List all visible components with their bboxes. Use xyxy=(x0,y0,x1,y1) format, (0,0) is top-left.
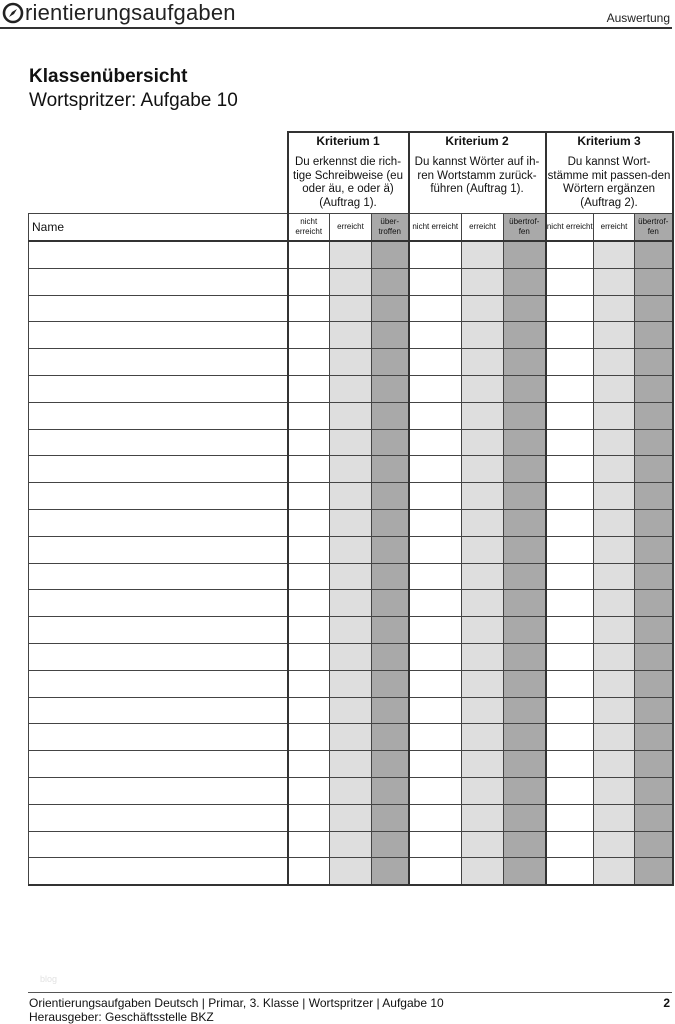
rating-cell-not-reached[interactable] xyxy=(546,617,594,644)
rating-cell-exceeded[interactable] xyxy=(504,483,546,510)
rating-cell-exceeded[interactable] xyxy=(504,322,546,349)
rating-cell-not-reached[interactable] xyxy=(288,590,330,617)
rating-cell-reached[interactable] xyxy=(594,697,635,724)
rating-cell-not-reached[interactable] xyxy=(288,831,330,858)
rating-cell-not-reached[interactable] xyxy=(409,724,462,751)
rating-cell-not-reached[interactable] xyxy=(546,483,594,510)
footer-line-2: Herausgeber: Geschäftsstelle BKZ xyxy=(29,1010,214,1024)
rating-cell-not-reached[interactable] xyxy=(288,349,330,376)
rating-cell-reached[interactable] xyxy=(594,831,635,858)
rating-cell-not-reached[interactable] xyxy=(288,724,330,751)
name-cell[interactable] xyxy=(29,590,288,617)
rating-cell-not-reached[interactable] xyxy=(288,751,330,778)
footer-line-1: Orientierungsaufgaben Deutsch | Primar, 3. Klasse | Wortspritzer | Aufgabe 10 xyxy=(29,996,444,1010)
criterion-title: Kriterium 1 xyxy=(316,134,380,148)
rating-cell-not-reached[interactable] xyxy=(288,402,330,429)
level-header: übertrof-fen xyxy=(504,214,546,242)
rating-cell-reached[interactable] xyxy=(462,402,504,429)
rating-cell-exceeded[interactable] xyxy=(635,375,673,402)
table-row xyxy=(29,536,673,563)
rating-cell-reached[interactable] xyxy=(330,429,372,456)
name-cell[interactable] xyxy=(29,402,288,429)
name-cell[interactable] xyxy=(29,724,288,751)
rating-cell-exceeded[interactable] xyxy=(635,724,673,751)
rating-cell-reached[interactable] xyxy=(594,643,635,670)
header-divider xyxy=(0,27,672,29)
table-row xyxy=(29,375,673,402)
name-cell[interactable] xyxy=(29,349,288,376)
level-header: über-troffen xyxy=(372,214,409,242)
name-cell[interactable] xyxy=(29,617,288,644)
rating-cell-reached[interactable] xyxy=(594,349,635,376)
level-header: erreicht xyxy=(462,214,504,242)
rating-cell-reached[interactable] xyxy=(330,858,372,885)
rating-cell-reached[interactable] xyxy=(462,349,504,376)
rating-cell-reached[interactable] xyxy=(594,777,635,804)
rating-cell-reached[interactable] xyxy=(462,751,504,778)
rating-cell-reached[interactable] xyxy=(462,643,504,670)
rating-cell-reached[interactable] xyxy=(330,536,372,563)
rating-cell-exceeded[interactable] xyxy=(372,804,409,831)
table-row xyxy=(29,777,673,804)
rating-cell-reached[interactable] xyxy=(594,751,635,778)
rating-cell-reached[interactable] xyxy=(330,697,372,724)
rating-cell-reached[interactable] xyxy=(462,777,504,804)
rating-cell-exceeded[interactable] xyxy=(635,268,673,295)
rating-cell-exceeded[interactable] xyxy=(504,697,546,724)
name-cell[interactable] xyxy=(29,509,288,536)
rating-cell-exceeded[interactable] xyxy=(504,858,546,885)
level-header: nicht erreicht xyxy=(288,214,330,242)
rating-cell-reached[interactable] xyxy=(594,563,635,590)
rating-cell-reached[interactable] xyxy=(594,322,635,349)
rating-cell-not-reached[interactable] xyxy=(288,697,330,724)
table-row xyxy=(29,563,673,590)
rating-cell-reached[interactable] xyxy=(594,536,635,563)
rating-cell-not-reached[interactable] xyxy=(546,804,594,831)
rating-cell-exceeded[interactable] xyxy=(504,804,546,831)
criterion-title: Kriterium 3 xyxy=(577,134,641,148)
rating-cell-exceeded[interactable] xyxy=(372,536,409,563)
rating-cell-not-reached[interactable] xyxy=(288,241,330,268)
name-cell[interactable] xyxy=(29,804,288,831)
rating-cell-exceeded[interactable] xyxy=(504,429,546,456)
name-cell[interactable] xyxy=(29,268,288,295)
rating-cell-not-reached[interactable] xyxy=(546,509,594,536)
level-header: nicht erreicht xyxy=(546,214,594,242)
rating-cell-exceeded[interactable] xyxy=(372,751,409,778)
rating-cell-reached[interactable] xyxy=(330,670,372,697)
table-row xyxy=(29,617,673,644)
table-row xyxy=(29,831,673,858)
table-row xyxy=(29,483,673,510)
page-subtitle: Wortspritzer: Aufgabe 10 xyxy=(29,90,238,111)
rating-cell-exceeded[interactable] xyxy=(635,617,673,644)
rating-cell-exceeded[interactable] xyxy=(372,858,409,885)
rating-cell-not-reached[interactable] xyxy=(546,295,594,322)
rating-cell-reached[interactable] xyxy=(462,536,504,563)
rating-cell-exceeded[interactable] xyxy=(635,563,673,590)
name-cell[interactable] xyxy=(29,858,288,885)
rating-cell-reached[interactable] xyxy=(330,402,372,429)
table-row xyxy=(29,241,673,268)
rating-cell-exceeded[interactable] xyxy=(372,697,409,724)
rating-cell-exceeded[interactable] xyxy=(504,241,546,268)
rating-cell-reached[interactable] xyxy=(462,697,504,724)
rating-cell-reached[interactable] xyxy=(594,402,635,429)
criterion-description: Du kannst Wörter auf ih-ren Wortstamm zurück-führen (Auftrag 1). xyxy=(414,156,540,196)
rating-cell-exceeded[interactable] xyxy=(504,617,546,644)
rating-cell-not-reached[interactable] xyxy=(409,483,462,510)
class-overview-table xyxy=(28,131,674,886)
rating-cell-not-reached[interactable] xyxy=(546,858,594,885)
level-header: nicht erreicht xyxy=(409,214,462,242)
rating-cell-not-reached[interactable] xyxy=(546,349,594,376)
criterion-description: Du kannst Wort-stämme mit passen-den Wörtern ergänzen (Auftrag 2). xyxy=(547,156,671,209)
rating-cell-reached[interactable] xyxy=(330,804,372,831)
rating-cell-reached[interactable] xyxy=(462,295,504,322)
rating-cell-not-reached[interactable] xyxy=(546,831,594,858)
rating-cell-reached[interactable] xyxy=(462,804,504,831)
rating-cell-exceeded[interactable] xyxy=(635,429,673,456)
rating-cell-not-reached[interactable] xyxy=(546,322,594,349)
rating-cell-not-reached[interactable] xyxy=(288,375,330,402)
rating-cell-not-reached[interactable] xyxy=(288,777,330,804)
rating-cell-exceeded[interactable] xyxy=(635,295,673,322)
rating-cell-exceeded[interactable] xyxy=(504,831,546,858)
table-row xyxy=(29,349,673,376)
table-corner xyxy=(29,132,288,214)
rating-cell-exceeded[interactable] xyxy=(635,751,673,778)
rating-cell-reached[interactable] xyxy=(330,349,372,376)
rating-cell-reached[interactable] xyxy=(330,509,372,536)
rating-cell-not-reached[interactable] xyxy=(288,643,330,670)
rating-cell-not-reached[interactable] xyxy=(288,268,330,295)
rating-cell-reached[interactable] xyxy=(462,241,504,268)
rating-cell-reached[interactable] xyxy=(594,483,635,510)
table-row xyxy=(29,429,673,456)
logo xyxy=(2,0,236,26)
rating-cell-reached[interactable] xyxy=(594,804,635,831)
table-row xyxy=(29,295,673,322)
table-row xyxy=(29,456,673,483)
footer-divider xyxy=(28,992,672,993)
rating-cell-exceeded[interactable] xyxy=(372,349,409,376)
table-row xyxy=(29,509,673,536)
name-cell[interactable] xyxy=(29,777,288,804)
section-label: Auswertung xyxy=(606,11,670,25)
rating-cell-reached[interactable] xyxy=(594,241,635,268)
table-row xyxy=(29,670,673,697)
rating-cell-not-reached[interactable] xyxy=(288,858,330,885)
rating-cell-reached[interactable] xyxy=(462,509,504,536)
rating-cell-exceeded[interactable] xyxy=(372,617,409,644)
rating-cell-reached[interactable] xyxy=(462,670,504,697)
rating-cell-reached[interactable] xyxy=(462,483,504,510)
name-cell[interactable] xyxy=(29,831,288,858)
table-row xyxy=(29,751,673,778)
rating-cell-not-reached[interactable] xyxy=(546,777,594,804)
rating-cell-exceeded[interactable] xyxy=(635,456,673,483)
rating-cell-not-reached[interactable] xyxy=(546,724,594,751)
rating-cell-reached[interactable] xyxy=(330,322,372,349)
rating-cell-not-reached[interactable] xyxy=(409,456,462,483)
rating-cell-not-reached[interactable] xyxy=(288,295,330,322)
name-cell[interactable] xyxy=(29,483,288,510)
page-title: Klassenübersicht xyxy=(29,66,188,87)
rating-cell-exceeded[interactable] xyxy=(504,295,546,322)
rating-cell-exceeded[interactable] xyxy=(504,375,546,402)
rating-cell-not-reached[interactable] xyxy=(409,241,462,268)
rating-cell-not-reached[interactable] xyxy=(546,456,594,483)
rating-cell-not-reached[interactable] xyxy=(409,804,462,831)
rating-cell-reached[interactable] xyxy=(462,375,504,402)
rating-cell-exceeded[interactable] xyxy=(635,536,673,563)
page-number: 2 xyxy=(663,996,670,1010)
rating-cell-reached[interactable] xyxy=(462,456,504,483)
table-row xyxy=(29,590,673,617)
name-cell[interactable] xyxy=(29,375,288,402)
rating-cell-reached[interactable] xyxy=(330,831,372,858)
rating-cell-exceeded[interactable] xyxy=(635,804,673,831)
name-cell[interactable] xyxy=(29,429,288,456)
rating-cell-exceeded[interactable] xyxy=(635,402,673,429)
name-column-header: Name xyxy=(29,214,288,242)
rating-cell-exceeded[interactable] xyxy=(504,751,546,778)
rating-cell-exceeded[interactable] xyxy=(635,590,673,617)
rating-cell-reached[interactable] xyxy=(330,268,372,295)
rating-cell-exceeded[interactable] xyxy=(635,643,673,670)
rating-cell-exceeded[interactable] xyxy=(372,375,409,402)
rating-cell-reached[interactable] xyxy=(330,617,372,644)
rating-cell-exceeded[interactable] xyxy=(372,483,409,510)
rating-cell-not-reached[interactable] xyxy=(409,349,462,376)
rating-cell-reached[interactable] xyxy=(462,590,504,617)
rating-cell-exceeded[interactable] xyxy=(372,295,409,322)
rating-cell-not-reached[interactable] xyxy=(546,590,594,617)
rating-cell-reached[interactable] xyxy=(594,858,635,885)
rating-cell-not-reached[interactable] xyxy=(546,643,594,670)
rating-cell-reached[interactable] xyxy=(594,590,635,617)
rating-cell-not-reached[interactable] xyxy=(546,536,594,563)
rating-cell-reached[interactable] xyxy=(330,483,372,510)
table-row xyxy=(29,724,673,751)
rating-cell-not-reached[interactable] xyxy=(288,617,330,644)
rating-cell-exceeded[interactable] xyxy=(504,724,546,751)
rating-cell-reached[interactable] xyxy=(462,858,504,885)
rating-cell-not-reached[interactable] xyxy=(409,563,462,590)
rating-cell-reached[interactable] xyxy=(462,322,504,349)
rating-cell-exceeded[interactable] xyxy=(372,402,409,429)
name-cell[interactable] xyxy=(29,322,288,349)
rating-cell-not-reached[interactable] xyxy=(288,322,330,349)
level-header: erreicht xyxy=(594,214,635,242)
rating-cell-not-reached[interactable] xyxy=(546,268,594,295)
rating-cell-reached[interactable] xyxy=(330,375,372,402)
level-header: erreicht xyxy=(330,214,372,242)
rating-cell-not-reached[interactable] xyxy=(409,777,462,804)
name-cell[interactable] xyxy=(29,670,288,697)
rating-cell-not-reached[interactable] xyxy=(409,375,462,402)
rating-cell-not-reached[interactable] xyxy=(546,402,594,429)
name-cell[interactable] xyxy=(29,751,288,778)
rating-cell-not-reached[interactable] xyxy=(288,509,330,536)
rating-cell-exceeded[interactable] xyxy=(504,563,546,590)
rating-cell-not-reached[interactable] xyxy=(409,536,462,563)
rating-cell-exceeded[interactable] xyxy=(504,590,546,617)
rating-cell-not-reached[interactable] xyxy=(288,429,330,456)
level-header: übertrof-fen xyxy=(635,214,673,242)
rating-cell-not-reached[interactable] xyxy=(546,563,594,590)
rating-cell-not-reached[interactable] xyxy=(409,429,462,456)
compass-icon xyxy=(2,2,24,24)
rating-cell-exceeded[interactable] xyxy=(635,241,673,268)
rating-cell-exceeded[interactable] xyxy=(504,456,546,483)
rating-cell-reached[interactable] xyxy=(594,268,635,295)
criterion-header xyxy=(288,132,409,214)
rating-cell-exceeded[interactable] xyxy=(504,536,546,563)
rating-cell-not-reached[interactable] xyxy=(409,509,462,536)
rating-cell-reached[interactable] xyxy=(462,268,504,295)
rating-cell-reached[interactable] xyxy=(594,429,635,456)
rating-cell-exceeded[interactable] xyxy=(504,777,546,804)
rating-cell-exceeded[interactable] xyxy=(372,724,409,751)
rating-cell-not-reached[interactable] xyxy=(409,295,462,322)
table-body xyxy=(29,241,673,885)
rating-cell-exceeded[interactable] xyxy=(504,349,546,376)
rating-cell-not-reached[interactable] xyxy=(409,590,462,617)
rating-cell-not-reached[interactable] xyxy=(288,536,330,563)
rating-cell-exceeded[interactable] xyxy=(372,777,409,804)
name-cell[interactable] xyxy=(29,241,288,268)
rating-cell-exceeded[interactable] xyxy=(504,402,546,429)
rating-cell-exceeded[interactable] xyxy=(504,509,546,536)
rating-cell-reached[interactable] xyxy=(462,831,504,858)
rating-cell-exceeded[interactable] xyxy=(635,509,673,536)
table-row xyxy=(29,268,673,295)
rating-cell-reached[interactable] xyxy=(330,295,372,322)
rating-cell-not-reached[interactable] xyxy=(409,858,462,885)
table-row xyxy=(29,643,673,670)
rating-cell-reached[interactable] xyxy=(330,643,372,670)
table-row xyxy=(29,322,673,349)
rating-cell-reached[interactable] xyxy=(594,670,635,697)
rating-cell-reached[interactable] xyxy=(594,456,635,483)
criterion-header xyxy=(409,132,546,214)
rating-cell-exceeded[interactable] xyxy=(372,509,409,536)
rating-cell-reached[interactable] xyxy=(594,617,635,644)
rating-cell-exceeded[interactable] xyxy=(372,831,409,858)
table-row xyxy=(29,858,673,885)
rating-cell-reached[interactable] xyxy=(330,751,372,778)
rating-cell-exceeded[interactable] xyxy=(635,322,673,349)
rating-cell-exceeded[interactable] xyxy=(372,670,409,697)
rating-cell-reached[interactable] xyxy=(594,375,635,402)
criterion-header xyxy=(546,132,673,214)
rating-cell-reached[interactable] xyxy=(462,563,504,590)
rating-cell-exceeded[interactable] xyxy=(372,429,409,456)
rating-cell-reached[interactable] xyxy=(330,590,372,617)
rating-cell-reached[interactable] xyxy=(594,509,635,536)
rating-cell-reached[interactable] xyxy=(330,777,372,804)
rating-cell-exceeded[interactable] xyxy=(635,697,673,724)
rating-cell-exceeded[interactable] xyxy=(372,643,409,670)
rating-cell-exceeded[interactable] xyxy=(635,670,673,697)
rating-cell-not-reached[interactable] xyxy=(546,241,594,268)
rating-cell-exceeded[interactable] xyxy=(504,643,546,670)
rating-cell-reached[interactable] xyxy=(462,617,504,644)
rating-cell-exceeded[interactable] xyxy=(372,563,409,590)
rating-cell-exceeded[interactable] xyxy=(372,322,409,349)
rating-cell-not-reached[interactable] xyxy=(409,751,462,778)
criterion-description: Du erkennst die rich-tige Schreibweise (eu oder äu, e oder ä) (Auftrag 1). xyxy=(293,156,403,209)
criterion-title: Kriterium 2 xyxy=(445,134,509,148)
rating-cell-exceeded[interactable] xyxy=(372,268,409,295)
rating-cell-exceeded[interactable] xyxy=(635,831,673,858)
watermark: blog xyxy=(40,974,58,984)
rating-cell-not-reached[interactable] xyxy=(409,402,462,429)
rating-cell-not-reached[interactable] xyxy=(546,697,594,724)
rating-cell-not-reached[interactable] xyxy=(546,670,594,697)
rating-cell-exceeded[interactable] xyxy=(635,483,673,510)
table-row xyxy=(29,697,673,724)
rating-cell-reached[interactable] xyxy=(330,563,372,590)
rating-cell-reached[interactable] xyxy=(594,295,635,322)
rating-cell-not-reached[interactable] xyxy=(288,670,330,697)
rating-cell-exceeded[interactable] xyxy=(504,670,546,697)
rating-cell-exceeded[interactable] xyxy=(372,241,409,268)
rating-cell-not-reached[interactable] xyxy=(409,268,462,295)
rating-cell-reached[interactable] xyxy=(462,724,504,751)
rating-cell-not-reached[interactable] xyxy=(409,322,462,349)
page-header xyxy=(0,0,675,30)
rating-cell-reached[interactable] xyxy=(330,724,372,751)
rating-cell-exceeded[interactable] xyxy=(372,590,409,617)
rating-cell-reached[interactable] xyxy=(330,456,372,483)
rating-cell-not-reached[interactable] xyxy=(409,697,462,724)
rating-cell-reached[interactable] xyxy=(594,724,635,751)
rating-cell-reached[interactable] xyxy=(330,241,372,268)
name-cell[interactable] xyxy=(29,563,288,590)
rating-cell-exceeded[interactable] xyxy=(635,858,673,885)
rating-cell-reached[interactable] xyxy=(462,429,504,456)
rating-cell-not-reached[interactable] xyxy=(409,643,462,670)
rating-cell-not-reached[interactable] xyxy=(546,375,594,402)
table-row xyxy=(29,402,673,429)
name-cell[interactable] xyxy=(29,295,288,322)
rating-cell-not-reached[interactable] xyxy=(546,751,594,778)
rating-cell-not-reached[interactable] xyxy=(409,670,462,697)
rating-cell-exceeded[interactable] xyxy=(635,777,673,804)
rating-cell-not-reached[interactable] xyxy=(546,429,594,456)
rating-cell-exceeded[interactable] xyxy=(504,268,546,295)
rating-cell-exceeded[interactable] xyxy=(372,456,409,483)
rating-cell-not-reached[interactable] xyxy=(409,617,462,644)
rating-cell-not-reached[interactable] xyxy=(288,483,330,510)
name-cell[interactable] xyxy=(29,697,288,724)
rating-cell-not-reached[interactable] xyxy=(288,804,330,831)
rating-cell-exceeded[interactable] xyxy=(635,349,673,376)
name-cell[interactable] xyxy=(29,456,288,483)
rating-cell-not-reached[interactable] xyxy=(409,831,462,858)
table-row xyxy=(29,804,673,831)
name-cell[interactable] xyxy=(29,643,288,670)
logo-text: rientierungsaufgaben xyxy=(25,0,236,25)
rating-cell-not-reached[interactable] xyxy=(288,456,330,483)
name-cell[interactable] xyxy=(29,536,288,563)
rating-cell-not-reached[interactable] xyxy=(288,563,330,590)
